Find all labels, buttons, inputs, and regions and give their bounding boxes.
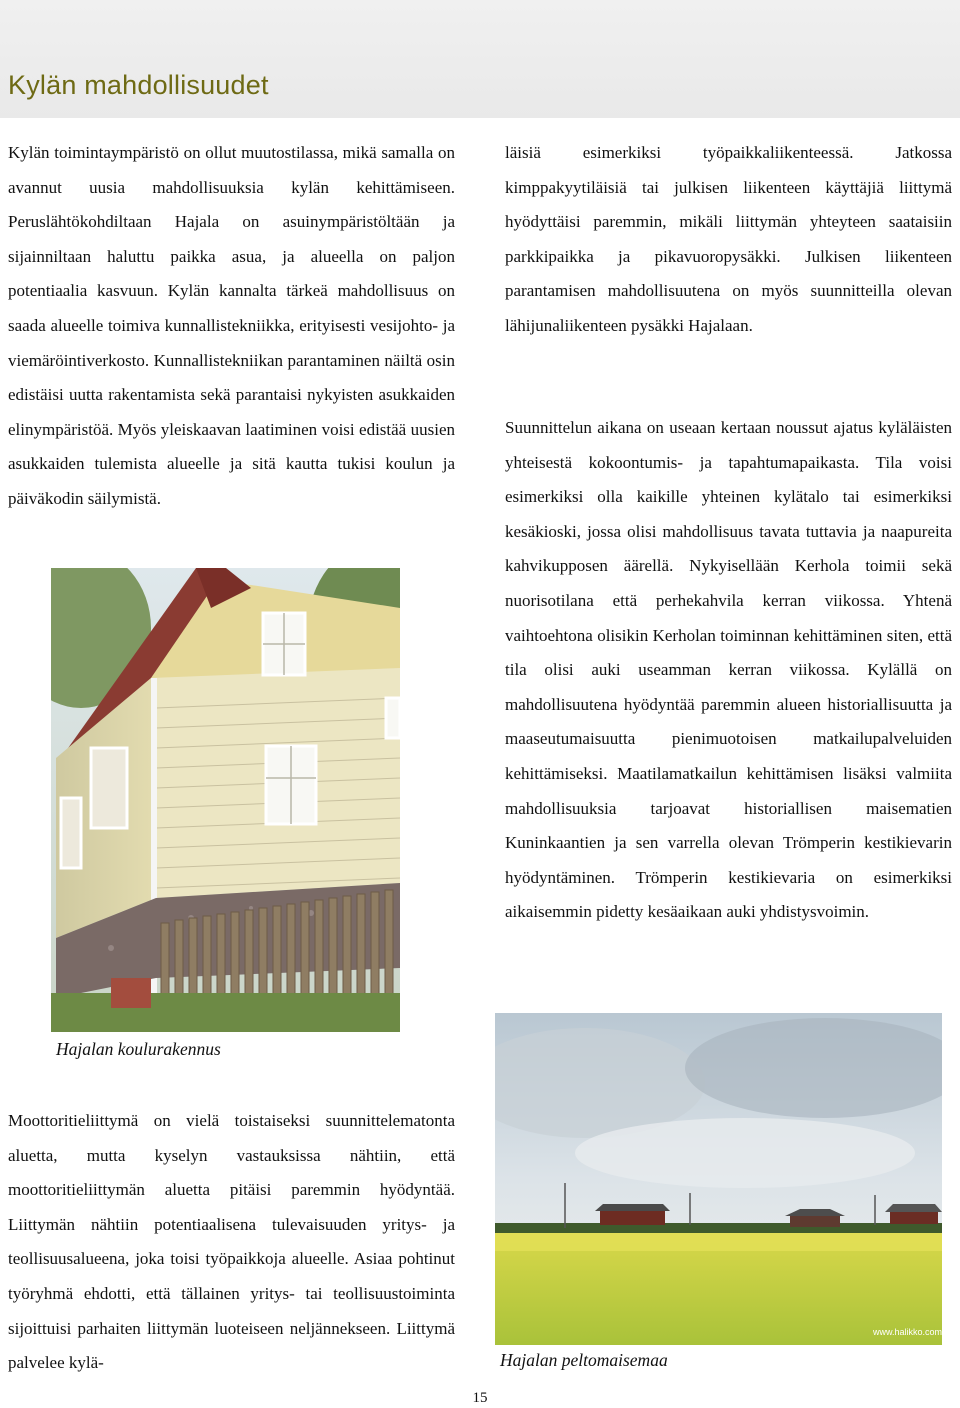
left-paragraph-1: Kylän toimintaympäristö on ollut muutostilassa, mikä samalla on avannut uusia mahdollisuuksia kylän kehittämiseen. Peruslähtökohdiltaan Hajala on asuinympäristöltään ja sijainniltaan haluttu paikka asua, ja alueella on paljon potentiaalia kasvuun. Kylän kannalta tärkeä mahdollisuus on saada alueelle toimiva kunnallistekniikka, erityisesti vesijohto- ja viemäröintiverkosto. Kunnallistekniikan parantaminen näiltä osin edistäisi uutta rakentamista sekä parantaisi nykyisten asukkaiden elinympäristöä. Myös yleiskaavan laatiminen voisi edistää uusien asukkaiden tulemista alueelle ja sitä kautta tukisi koulun ja päiväkodin säilymistä. [8,143,455,508]
left-paragraph-2: Moottoritieliittymä on vielä toistaiseksi suunnittelematonta aluetta, mutta kyselyn vastauksissa nähtiin, että moottoritieliittymän aluetta pitäisi paremmin hyödyntää. Liittymän nähtiin potentiaalisena tulevaisuuden yritys- ja teollisuusalueena, joka toisi työpaikkoja alueelle. Asiaa pohtinut työryhmä ehdotti, että tällainen yritys- tai teollisuustoiminta sijoittuisi parhaiten liittymän luoteiseen neljännekseen. Liittymä palvelee kylä- [8,1111,455,1373]
right-paragraph-1: läisiä esimerkiksi työpaikkaliikenteessä. Jatkossa kimppakyytiläisiä tai julkisen liikenteen käyttäjiä liittymä hyödyttäisi paremmin, mikäli liittymän yhteyteen saataisiin parkkipaikka ja pikavuoropysäkki. Julkisen liikenteen parantamisen mahdollisuutena on myös suunnitteilla olevan lähijunaliikenteen pysäkki Hajalaan. [505,143,952,335]
photo-watermark: www.halikko.com [873,1327,942,1337]
photo-caption-field: Hajalan peltomaisemaa [500,1350,668,1370]
page-number: 15 [472,1390,488,1406]
right-paragraph-2: Suunnittelun aikana on useaan kertaan noussut ajatus kyläläisten yhteisestä kokoontumis- ja tapahtumapaikasta. Tila voisi esimerkiksi olla kaikille yhteinen kylätalo tai esimerkiksi kesäkioski, jossa olisi mahdollisuus tavata tuttavia ja naapureita kahvikupposen äärellä. Nykyisellään Kerhola toimii sekä nuorisotilana että perhekahvila kerran viikossa. Yhtenä vaihtoehtona olisikin Kerholan toiminnan kehittäminen siten, että tila olisi auki useamman kerran viikossa. Kylällä on mahdollisuutena hyödyntää paremmin alueen historiallisuutta ja maaseutumaisuutta pienimuotoisen matkailupalveluiden kehittämiseksi. Maatilamatkailun kehittämisen lisäksi valmiita mahdollisuuksia tarjoavat historiallisen maisematien Kuninkaantien ja sen varrella olevan Trömperin kestikievarin hyödyntäminen. Trömperin kestikievaria on esimerkiksi aikaisemmin pidetty kesäaikaan auki yhdistysvoimin. [505,418,952,922]
photo-caption-school: Hajalan koulurakennus [56,1039,221,1059]
school-building-photo [51,568,400,1032]
page-title: Kylän mahdollisuudet [8,70,269,100]
field-landscape-photo [495,1013,942,1345]
